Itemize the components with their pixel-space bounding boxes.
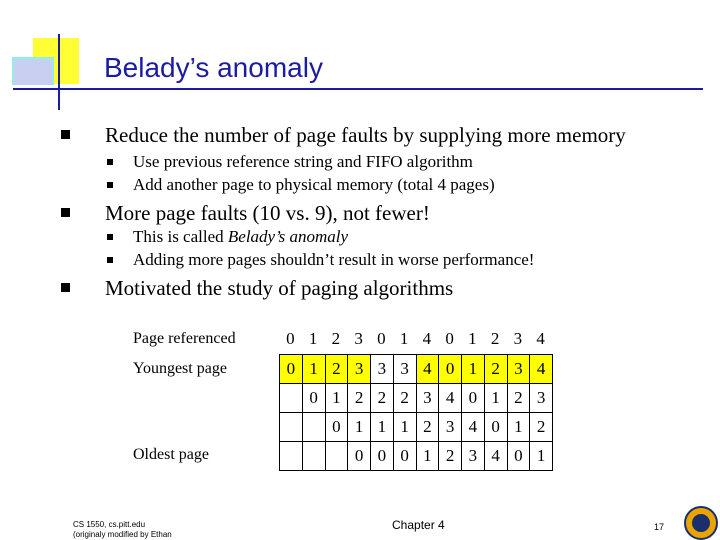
frame-row (280, 384, 553, 413)
bullet-text: Reduce the number of page faults by supplying more memory (105, 123, 626, 147)
label-page-referenced: Page referenced (133, 330, 236, 347)
frame-cell: 3 (507, 355, 530, 384)
frame-cell: 3 (371, 355, 394, 384)
frame-cell: 0 (280, 355, 303, 384)
frame-cell: 3 (348, 355, 371, 384)
frame-cell: 3 (416, 384, 439, 413)
footer-chapter: Chapter 4 (392, 518, 445, 532)
frame-cell: 3 (439, 413, 462, 442)
frame-cell: 2 (484, 355, 507, 384)
frame-cell: 3 (530, 384, 553, 413)
frame-cell: 4 (530, 355, 553, 384)
footer-course-line1: CS 1550, cs.pitt.edu (73, 520, 146, 529)
deco-blue-block (14, 60, 52, 85)
frame-cell (280, 384, 303, 413)
bullet-square-icon (61, 130, 70, 139)
frame-cell: 2 (507, 384, 530, 413)
frame-cell: 1 (462, 355, 485, 384)
frame-cell: 0 (325, 413, 348, 442)
sub-bullet-text: Add another page to physical memory (total 4 pages) (133, 175, 495, 194)
reference-value: 4 (536, 329, 545, 348)
reference-value: 1 (399, 329, 409, 348)
corner-decoration (0, 0, 120, 120)
frame-cell (280, 442, 303, 471)
frame-cell (302, 413, 325, 442)
page-title: Belady’s anomaly (104, 52, 323, 83)
frame-cell: 0 (393, 442, 416, 471)
frame-cell: 3 (462, 442, 485, 471)
bullet-more-faults (105, 200, 430, 226)
bullet-reduce-faults (105, 122, 626, 148)
sub-bullet-belady (133, 226, 348, 248)
frame-cell: 0 (302, 384, 325, 413)
frame-cell: 2 (325, 355, 348, 384)
bullet-motivated (105, 275, 453, 301)
reference-value: 4 (422, 329, 432, 348)
frame-cell: 1 (507, 413, 530, 442)
frame-cell: 0 (348, 442, 371, 471)
frame-row (280, 355, 553, 384)
frame-cell: 1 (416, 442, 439, 471)
sub-bullet-fifo (133, 151, 473, 173)
frame-row (280, 442, 553, 471)
frame-cell (302, 442, 325, 471)
frame-cell: 3 (393, 355, 416, 384)
frame-cell: 1 (484, 384, 507, 413)
bullet-text: Motivated the study of paging algorithms (105, 276, 454, 300)
frame-cell: 1 (530, 442, 553, 471)
frame-cell: 1 (348, 413, 371, 442)
reference-value: 0 (377, 329, 386, 348)
frame-cell (325, 442, 348, 471)
frame-cell: 2 (416, 413, 439, 442)
footer-course-line2: (originaly modified by Ethan (73, 530, 172, 539)
frame-cell: 4 (462, 413, 485, 442)
reference-value: 1 (308, 329, 318, 348)
frame-cell: 1 (371, 413, 394, 442)
footer-course (73, 520, 172, 540)
deco-vertical-line (58, 34, 60, 110)
reference-value: 3 (513, 329, 523, 348)
sub-bullet-text: Use previous reference string and FIFO algorithm (133, 152, 473, 171)
frame-cell: 0 (439, 355, 462, 384)
frame-cell: 2 (393, 384, 416, 413)
frame-cell: 1 (302, 355, 325, 384)
bullet-square-icon (61, 283, 70, 292)
sub-bullet-square-icon (107, 257, 113, 263)
frame-cell: 2 (371, 384, 394, 413)
sub-bullet-square-icon (107, 234, 113, 240)
sub-bullet-prefix: This is called (133, 227, 228, 246)
reference-value: 1 (468, 329, 477, 348)
sub-bullet-square-icon (107, 182, 113, 188)
frame-cell: 4 (484, 442, 507, 471)
frame-cell: 0 (507, 442, 530, 471)
belady-anomaly-term: Belady’s anomaly (227, 227, 348, 246)
frame-cell: 0 (371, 442, 394, 471)
frame-cell: 2 (439, 442, 462, 471)
reference-string (279, 329, 552, 349)
frame-cell: 2 (530, 413, 553, 442)
sub-bullet-text: Adding more pages shouldn’t result in worse performance! (133, 250, 535, 269)
label-youngest-page: Youngest page (133, 360, 227, 377)
bullet-text: More page faults (10 vs. 9), not fewer! (105, 201, 430, 225)
frame-cell: 4 (416, 355, 439, 384)
frame-cell: 1 (325, 384, 348, 413)
reference-value: 0 (445, 329, 454, 348)
frame-cell: 0 (484, 413, 507, 442)
sub-bullet-adding-pages (133, 249, 534, 271)
footer-page-number: 17 (654, 522, 665, 532)
frame-row (280, 413, 553, 442)
title-divider (13, 88, 703, 90)
sub-bullet-add-page (133, 174, 495, 196)
reference-value: 2 (490, 329, 500, 348)
sub-bullet-square-icon (107, 159, 113, 165)
frame-cell (280, 413, 303, 442)
reference-value: 2 (331, 329, 341, 348)
frame-cell: 0 (462, 384, 485, 413)
reference-value: 3 (354, 329, 363, 348)
university-seal-icon (684, 506, 718, 540)
page-frames-table (279, 354, 553, 471)
frame-cell: 1 (393, 413, 416, 442)
bullet-square-icon (61, 208, 70, 217)
frame-cell: 2 (348, 384, 371, 413)
frame-cell: 4 (439, 384, 462, 413)
reference-value: 0 (286, 329, 295, 348)
label-oldest-page: Oldest page (133, 446, 209, 463)
